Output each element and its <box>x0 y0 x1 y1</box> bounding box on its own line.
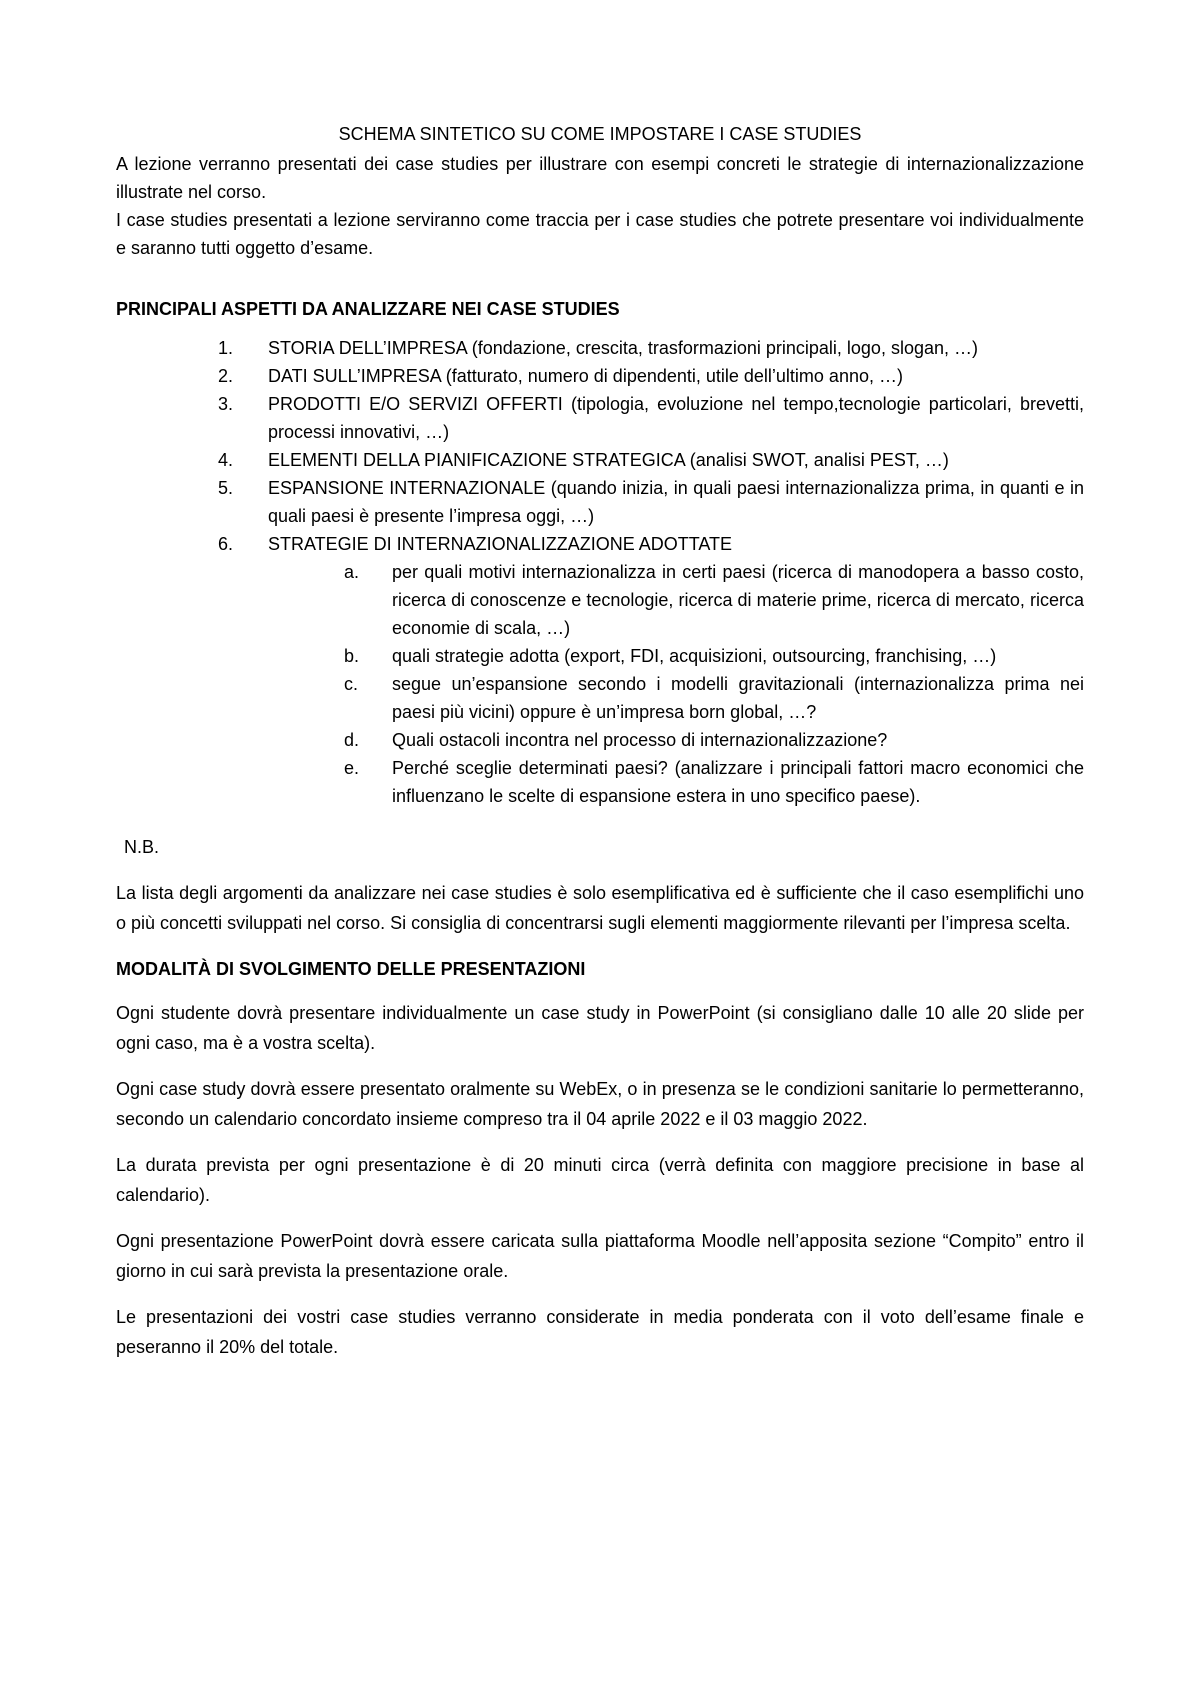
sublist-item-text: Perché sceglie determinati paesi? (analizzare i principali fattori macro economici che influenzano le scelte di espansione estera in uno specifico paese). <box>392 758 1084 806</box>
list-item-number: 6. <box>218 534 234 554</box>
nb-paragraph: La lista degli argomenti da analizzare nei case studies è solo esemplificativa ed è sufficiente che il caso esemplifichi uno o più concetti sviluppati nel corso. Si consiglia di concentrarsi sugli elementi maggiormente rilevanti per l’impresa scelta. <box>116 883 1084 933</box>
presentation-paragraph-1: Ogni studente dovrà presentare individualmente un case study in PowerPoint (si consigliano dalle 10 alle 20 slide per ogni caso, ma è a vostra scelta). <box>116 1003 1084 1053</box>
list-item <box>218 390 1084 446</box>
list-item-text: STORIA DELL’IMPRESA (fondazione, crescita, trasformazioni principali, logo, slogan, …) <box>268 338 978 358</box>
sublist-item <box>344 726 1084 754</box>
sublist-item-text: Quali ostacoli incontra nel processo di internazionalizzazione? <box>392 730 888 750</box>
sublist-item-text: per quali motivi internazionalizza in certi paesi (ricerca di manodopera a basso costo, ricerca di conoscenze e tecnologie, ricerca di materie prime, ricerca di mercato, ricerca economie di scala, …) <box>392 562 1084 638</box>
list-item <box>218 474 1084 530</box>
aspects-list <box>116 334 1084 810</box>
presentation-paragraph-5: Le presentazioni dei vostri case studies verranno considerate in media ponderata con il voto dell’esame finale e peseranno il 20% del totale. <box>116 1307 1084 1357</box>
sublist-item <box>344 670 1084 726</box>
list-item-text: ESPANSIONE INTERNAZIONALE (quando inizia, in quali paesi internazionalizza prima, in quanti e in quali paesi è presente l’impresa oggi, …) <box>268 478 1084 526</box>
sublist-item-letter: a. <box>344 562 360 582</box>
presentation-paragraph-3: La durata prevista per ogni presentazione è di 20 minuti circa (verrà definita con maggiore precisione in base al calendario). <box>116 1155 1084 1205</box>
list-item <box>218 446 1084 474</box>
intro-paragraph-1: A lezione verranno presentati dei case studies per illustrare con esempi concreti le strategie di internazionalizzazione illustrate nel corso. <box>116 154 1084 202</box>
list-item-text: ELEMENTI DELLA PIANIFICAZIONE STRATEGICA (analisi SWOT, analisi PEST, …) <box>268 450 949 470</box>
sublist-item-text: quali strategie adotta (export, FDI, acquisizioni, outsourcing, franchising, …) <box>392 646 997 666</box>
sublist-item-letter: d. <box>344 730 360 750</box>
list-item <box>218 334 1084 362</box>
list-item-number: 3. <box>218 394 234 414</box>
list-item-text: DATI SULL’IMPRESA (fatturato, numero di dipendenti, utile dell’ultimo anno, …) <box>268 366 903 386</box>
list-item <box>218 530 1084 810</box>
section-heading-aspects: PRINCIPALI ASPETTI DA ANALIZZARE NEI CASE STUDIES <box>116 299 620 319</box>
list-item-text: PRODOTTI E/O SERVIZI OFFERTI (tipologia, evoluzione nel tempo,tecnologie particolari, brevetti, processi innovativi, …) <box>268 394 1084 442</box>
list-item <box>218 362 1084 390</box>
sublist-item-letter: b. <box>344 646 360 666</box>
strategies-sublist <box>268 558 1084 810</box>
document-title: SCHEMA SINTETICO SU COME IMPOSTARE I CASE STUDIES <box>338 124 862 144</box>
list-item-number: 4. <box>218 450 234 470</box>
sublist-item <box>344 558 1084 642</box>
section-heading-presentations: MODALITÀ DI SVOLGIMENTO DELLE PRESENTAZIONI <box>116 959 586 979</box>
sublist-item-letter: c. <box>344 674 359 694</box>
sublist-item <box>344 754 1084 810</box>
list-item-number: 1. <box>218 338 234 358</box>
nb-label: N.B. <box>124 837 160 857</box>
sublist-item <box>344 642 1084 670</box>
document-page <box>116 122 1084 1362</box>
list-item-number: 2. <box>218 366 234 386</box>
sublist-item-letter: e. <box>344 758 360 778</box>
presentation-paragraph-4: Ogni presentazione PowerPoint dovrà essere caricata sulla piattaforma Moodle nell’apposita sezione “Compito” entro il giorno in cui sarà prevista la presentazione orale. <box>116 1231 1084 1281</box>
intro-paragraph-2: I case studies presentati a lezione serviranno come traccia per i case studies che potrete presentare voi individualmente e saranno tutti oggetto d’esame. <box>116 210 1084 258</box>
list-item-text: STRATEGIE DI INTERNAZIONALIZZAZIONE ADOTTATE <box>268 534 733 554</box>
list-item-number: 5. <box>218 478 234 498</box>
sublist-item-text: segue un’espansione secondo i modelli gravitazionali (internazionalizza prima nei paesi più vicini) oppure è un’impresa born global, …? <box>392 674 1084 722</box>
presentation-paragraph-2: Ogni case study dovrà essere presentato oralmente su WebEx, o in presenza se le condizioni sanitarie lo permetteranno, secondo un calendario concordato insieme compreso tra il 04 aprile 2022 e il 03 maggio 2022. <box>116 1079 1084 1129</box>
